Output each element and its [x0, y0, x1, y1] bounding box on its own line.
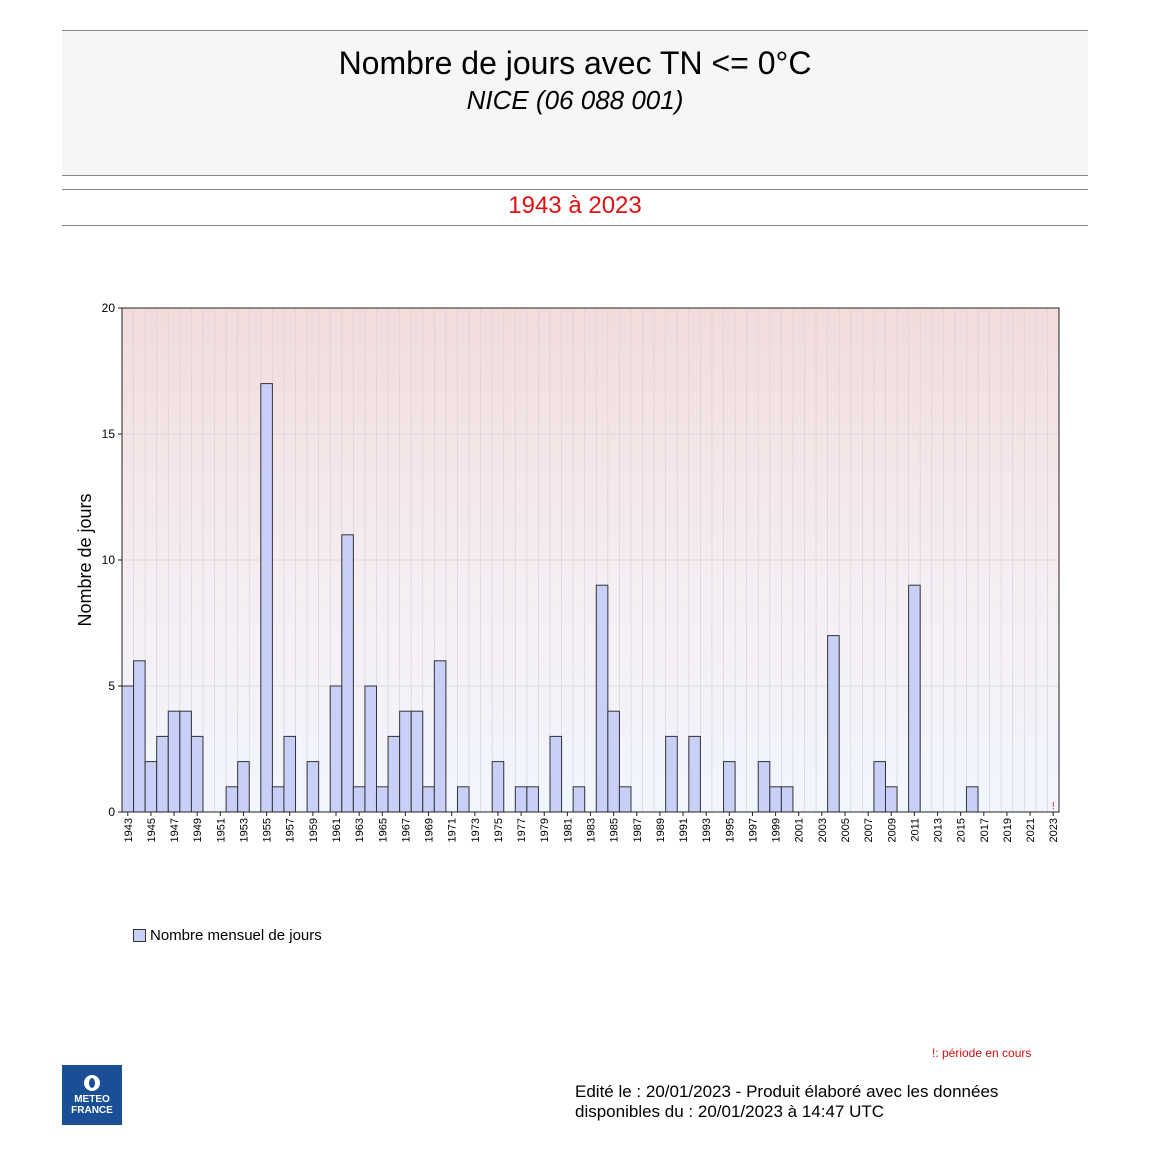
x-tick-label: 1973 [469, 818, 482, 843]
chart-title: Nombre de jours avec TN <= 0°C [338, 45, 812, 81]
bar [400, 711, 412, 812]
bar [909, 585, 921, 812]
bar [423, 787, 435, 812]
x-tick-label: 1969 [423, 818, 436, 843]
current-period-note: !: période en cours [932, 1046, 1032, 1060]
bar [434, 661, 446, 812]
x-tick-label: 1993 [701, 818, 714, 843]
x-tick-label: 2003 [816, 818, 829, 843]
x-tick-label: 2013 [932, 818, 945, 843]
x-tick-label: 1963 [354, 818, 367, 843]
bar [619, 787, 631, 812]
bar [573, 787, 585, 812]
x-tick-label: 1957 [284, 818, 297, 843]
bar [376, 787, 388, 812]
bar [365, 686, 377, 812]
y-axis-label: Nombre de jours [75, 493, 95, 627]
bar [238, 762, 250, 812]
x-tick-label: 2007 [863, 818, 876, 843]
x-tick-label: 2011 [909, 818, 922, 842]
bar [457, 787, 469, 812]
bar [666, 736, 678, 812]
x-tick-label: 1975 [492, 818, 505, 843]
x-tick-label: 1991 [678, 818, 691, 843]
logo-line2: FRANCE [71, 1105, 113, 1116]
x-tick-label: 1947 [169, 818, 182, 843]
bar [874, 762, 886, 812]
bar [122, 686, 134, 812]
x-tick-label: 1983 [585, 818, 598, 843]
bar [168, 711, 180, 812]
bar [330, 686, 342, 812]
bar [492, 762, 504, 812]
bar [515, 787, 527, 812]
bar [758, 762, 770, 812]
x-tick-label: 2005 [839, 818, 852, 843]
x-tick-label: 1953 [238, 818, 251, 843]
bar [284, 736, 296, 812]
station-subtitle: NICE (06 088 001) [466, 85, 684, 115]
x-tick-label: 2009 [886, 818, 899, 843]
y-tick-label: 5 [108, 679, 115, 693]
x-tick-label: 2017 [978, 818, 991, 843]
x-tick-label: 1971 [446, 818, 459, 843]
x-tick-label: 2023 [1048, 818, 1061, 843]
bar [527, 787, 539, 812]
y-tick-label: 15 [101, 427, 115, 441]
meteo-france-logo [62, 1065, 122, 1125]
bar [261, 384, 273, 812]
legend-label: Nombre mensuel de jours [150, 927, 322, 944]
bar [724, 762, 736, 812]
logo-line1: METEO [74, 1094, 110, 1105]
y-tick-label: 0 [108, 805, 115, 819]
bar [353, 787, 365, 812]
bar [145, 762, 157, 812]
bar [828, 636, 840, 812]
bar [596, 585, 608, 812]
x-tick-label: 1959 [307, 818, 320, 843]
x-tick-label: 1997 [747, 818, 760, 843]
x-tick-label: 2019 [1001, 818, 1014, 843]
bar [885, 787, 897, 812]
x-tick-label: 1989 [654, 818, 667, 843]
x-tick-label: 1945 [145, 818, 158, 843]
x-tick-label: 2021 [1025, 818, 1038, 843]
bar [191, 736, 203, 812]
bar [342, 535, 354, 812]
x-tick-label: 2015 [955, 818, 968, 843]
x-tick-label: 1965 [377, 818, 390, 843]
x-tick-label: 1943 [122, 818, 135, 843]
footer-line2: disponibles du : 20/01/2023 à 14:47 UTC [575, 1102, 885, 1121]
x-tick-label: 1961 [331, 818, 344, 843]
bar [157, 736, 169, 812]
current-period-marker: ! [1051, 801, 1055, 812]
legend [133, 927, 322, 944]
x-tick-label: 1979 [539, 818, 552, 843]
x-tick-label: 2001 [793, 818, 806, 843]
footer-text [575, 1082, 998, 1122]
x-tick-label: 1981 [562, 818, 575, 843]
bar [307, 762, 319, 812]
bar [770, 787, 782, 812]
bar [781, 787, 793, 812]
x-tick-label: 1987 [631, 818, 644, 843]
footer-line1: Edité le : 20/01/2023 - Produit élaboré avec les données [575, 1082, 999, 1101]
bar [272, 787, 284, 812]
x-tick-label: 1977 [516, 818, 529, 843]
x-tick-label: 1999 [770, 818, 783, 843]
logo-icon [84, 1075, 100, 1091]
bar [411, 711, 423, 812]
y-tick-label: 20 [101, 301, 115, 315]
x-tick-label: 1967 [400, 818, 413, 843]
bar [180, 711, 192, 812]
bar [134, 661, 146, 812]
bar [388, 736, 400, 812]
bar [550, 736, 562, 812]
x-tick-label: 1955 [261, 818, 274, 843]
bar [966, 787, 978, 812]
x-tick-label: 1951 [215, 818, 228, 843]
y-tick-label: 10 [101, 553, 115, 567]
legend-swatch [133, 929, 146, 942]
x-tick-label: 1985 [608, 818, 621, 843]
bar [608, 711, 620, 812]
period-label: 1943 à 2023 [508, 192, 642, 219]
x-tick-label: 1949 [192, 818, 205, 843]
bar [226, 787, 238, 812]
bar [689, 736, 701, 812]
x-tick-label: 1995 [724, 818, 737, 843]
